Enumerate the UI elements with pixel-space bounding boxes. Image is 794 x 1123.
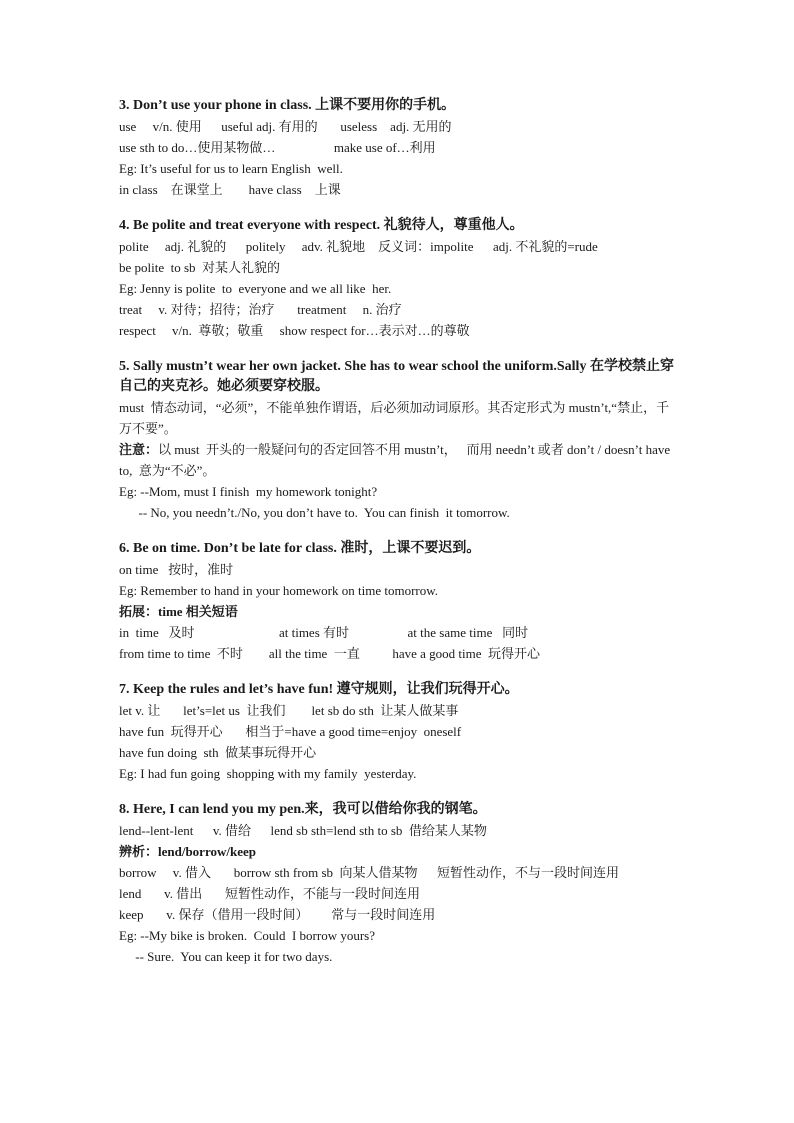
text-line: have fun 玩得开心 相当于=have a good time=enjoy oneself: [119, 724, 462, 739]
must-explanation: must 情态动词，“必须”，不能单独作谓语，后必须加动词原形。其否定形式为 mustn’t,“禁止，千万不要”。: [119, 400, 670, 436]
text-line: use sth to do…使用某物做… make use of…利用: [119, 140, 436, 155]
section-7: [119, 680, 679, 784]
section-6: [119, 539, 679, 664]
example-line: -- No, you needn’t./No, you don’t have to. You can finish it tomorrow.: [119, 505, 510, 520]
section-8: [119, 800, 679, 967]
text-line: from time to time 不时 all the time 一直 have a good time 玩得开心: [119, 646, 540, 661]
section-4: [119, 216, 679, 341]
text-line: have fun doing sth 做某事玩得开心: [119, 745, 317, 760]
example-line: Eg: I had fun going shopping with my family yesterday.: [119, 766, 417, 781]
text-line: let v. 让 let’s=let us 让我们 let sb do sth 让某人做某事: [119, 703, 459, 718]
note-label: 注意：: [119, 442, 159, 457]
text-line: borrow v. 借入 borrow sth from sb 向某人借某物 短暂性动作，不与一段时间连用: [119, 865, 619, 880]
text-line: lend--lent-lent v. 借给 lend sb sth=lend sth to sb 借给某人某物: [119, 823, 487, 838]
section-title: 6. Be on time. Don’t be late for class. 准时，上课不要迟到。: [119, 541, 481, 556]
example-line: -- Sure. You can keep it for two days.: [119, 949, 333, 964]
note-paragraph: [119, 439, 679, 481]
example-line: Eg: --Mom, must I finish my homework tonight?: [119, 484, 378, 499]
example-line: Eg: Jenny is polite to everyone and we all like her.: [119, 281, 392, 296]
notes-content: [119, 96, 679, 983]
example-line: Eg: It’s useful for us to learn English well.: [119, 161, 343, 176]
extension-label: 拓展：time 相关短语: [119, 604, 238, 619]
section-title: 3. Don’t use your phone in class. 上课不要用你的手机。: [119, 98, 456, 113]
text-line: on time 按时，准时: [119, 562, 234, 577]
text-line: in class 在课堂上 have class 上课: [119, 182, 341, 197]
text-line: treat v. 对待；招待；治疗 treatment n. 治疗: [119, 302, 402, 317]
text-line: polite adj. 礼貌的 politely adv. 礼貌地 反义词：impolite adj. 不礼貌的=rude: [119, 239, 598, 254]
section-title: 5. Sally mustn’t wear her own jacket. She has to wear school the uniform.Sally 在学校禁止穿自己的夹克衫。她必须要穿校服。: [119, 359, 674, 394]
distinction-label: 辨析：lend/borrow/keep: [119, 844, 256, 859]
section-title: 7. Keep the rules and let’s have fun! 遵守规则，让我们玩得开心。: [119, 682, 519, 697]
section-3: [119, 96, 679, 200]
text-line: lend v. 借出 短暂性动作，不能与一段时间连用: [119, 886, 421, 901]
text-line: keep v. 保存（借用一段时间） 常与一段时间连用: [119, 907, 436, 922]
example-line: Eg: --My bike is broken. Could I borrow yours?: [119, 928, 375, 943]
text-line: be polite to sb 对某人礼貌的: [119, 260, 281, 275]
section-title: 4. Be polite and treat everyone with respect. 礼貌待人，尊重他人。: [119, 218, 524, 233]
section-5: [119, 357, 679, 523]
section-title: 8. Here, I can lend you my pen.来，我可以借给你我的钢笔。: [119, 802, 487, 817]
example-line: Eg: Remember to hand in your homework on time tomorrow.: [119, 583, 439, 598]
note-text: 以 must 开头的一般疑问句的否定回答不用 mustn’t， 而用 needn’t 或者 don’t / doesn’t have to, 意为“不必”。: [119, 442, 674, 478]
text-line: in time 及时 at times 有时 at the same time 同时: [119, 625, 529, 640]
text-line: respect v/n. 尊敬；敬重 show respect for…表示对…的尊敬: [119, 323, 470, 338]
text-line: use v/n. 使用 useful adj. 有用的 useless adj. 无用的: [119, 119, 452, 134]
